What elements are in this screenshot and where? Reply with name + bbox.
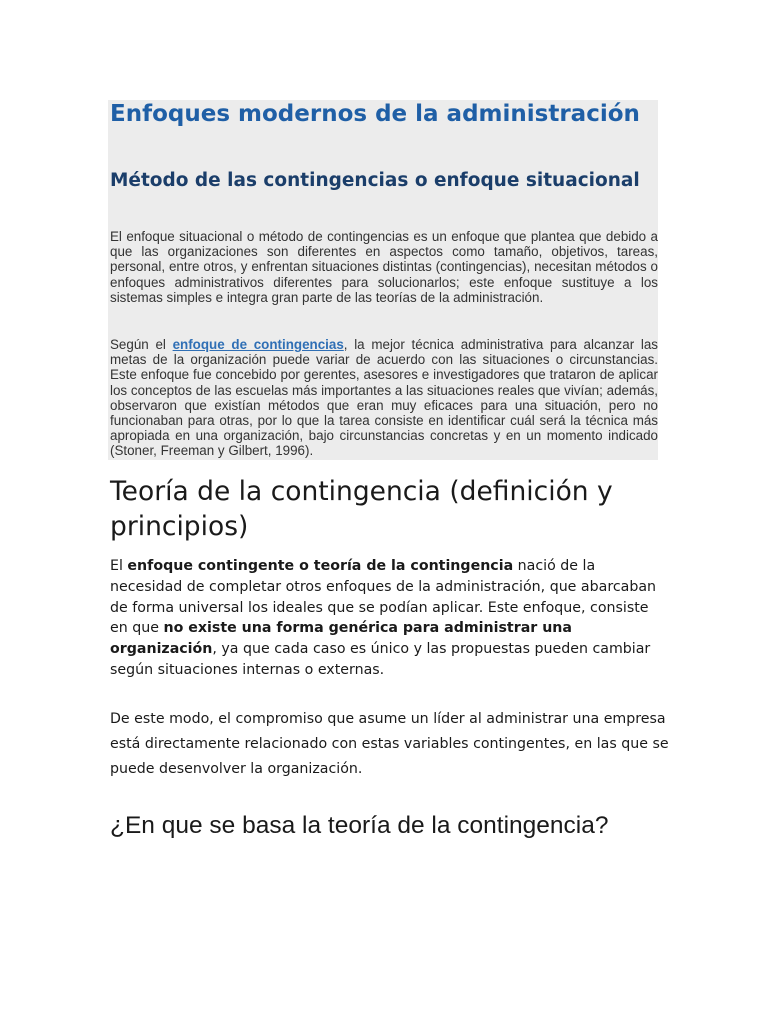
p1-part-a: El (110, 558, 128, 574)
p1-part-c: nació de la necesidad de completar otros enfoques de la administración, que abarcaban de forma universal los ideales que se podían aplicar. Este enfoque, consiste en que (110, 558, 657, 637)
intro-paragraph-1: El enfoque situacional o método de contingencias es un enfoque que plantea que debido a que las organizaciones son diferentes en aspectos como tamaño, objetivos, tareas, personal, entre otros, y enfrentan situaciones distintas (contingencias), necesitan métodos o enfoques administrativos diferentes para solucionarlos; este enfoque sustituye a los sistemas simples e integra gran parte de las teorías de la administración. (110, 229, 658, 305)
intro-paragraph-2-suffix: , la mejor técnica administrativa para alcanzar las metas de la organización puede variar de acuerdo con las situaciones o circunstancias. Este enfoque fue concebido por gerentes, asesores e investigadores que trataron de aplicar los conceptos de las escuelas más importantes a las situaciones reales que vivían; además, observaron que existían métodos que eran muy eficaces para una situación, pero no funcionaban para otras, por lo que la tarea consiste en identificar cuál será la técnica más apropiada en una organización, bajo circunstancias concretas y en un momento indicado (Stoner, Freeman y Gilbert, 1996). (110, 337, 658, 459)
question-heading: ¿En que se basa la teoría de la contingencia? (110, 812, 609, 839)
contingency-approach-link[interactable]: enfoque de contingencias (172, 337, 344, 352)
intro-paragraph-2 (110, 337, 658, 459)
section-subtitle: Método de las contingencias o enfoque situacional (110, 170, 640, 191)
page-title: Enfoques modernos de la administración (110, 101, 640, 127)
p1-part-e: , ya que cada caso es único y las propuestas pueden cambiar según situaciones internas o externas. (110, 641, 651, 678)
contingency-theory-paragraph-1 (110, 556, 670, 681)
p1-bold-term: enfoque contingente o teoría de la contingencia (127, 558, 514, 574)
contingency-theory-heading: Teoría de la contingencia (definición y principios) (110, 476, 613, 542)
contingency-theory-paragraph-2: De este modo, el compromiso que asume un líder al administrar una empresa está directamente relacionado con estas variables contingentes, en las que se puede desenvolver la organización. (110, 711, 669, 777)
intro-paragraph-2-prefix: Según el (110, 337, 173, 352)
p1-bold-statement: no existe una forma genérica para administrar una organización (110, 620, 572, 658)
